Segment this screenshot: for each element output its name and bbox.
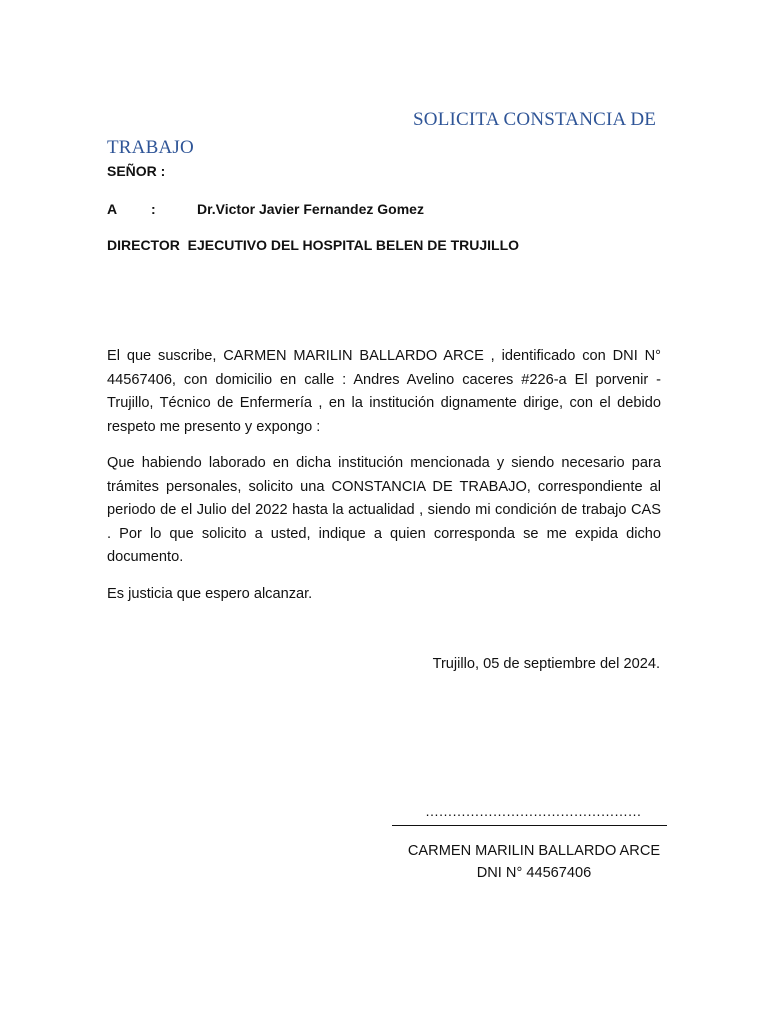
addressee-position: DIRECTOR EJECUTIVO DEL HOSPITAL BELEN DE TRUJILLO	[107, 237, 520, 253]
addressee-name: Dr.Victor Javier Fernandez Gomez	[197, 201, 424, 217]
body-paragraph-1: El que suscribe, CARMEN MARILIN BALLARDO ARCE , identificado con DNI N° 44567406, con domicilio en calle : Andres Avelino caceres #226-a El porvenir - Trujillo, Técnico de Enfermería , en la institución dignamente dirige, con el debido respeto me presento y expongo :	[107, 348, 661, 435]
closing-paragraph: Es justicia que espero alcanzar.	[107, 586, 313, 602]
signer-dni: DNI N° 44567406	[476, 865, 592, 881]
addressee-line	[107, 201, 424, 217]
signature-block	[392, 840, 676, 884]
addressee-colon: :	[151, 201, 156, 217]
signature-dots: …………………………………………	[425, 803, 641, 819]
signer-name: CARMEN MARILIN BALLARDO ARCE	[407, 843, 661, 859]
salutation: SEÑOR :	[107, 163, 166, 179]
date-line: Trujillo, 05 de septiembre del 2024.	[432, 656, 660, 672]
body-paragraph-2: Que habiendo laborado en dicha institución mencionada y siendo necesario para trámites personales, solicito una CONSTANCIA DE TRABAJO, correspondiente al periodo de el Julio del 2022 hasta la actualidad , siendo mi condición de trabajo CAS . Por lo que solicito a usted, indique a quien corresponda se me expida dicho documento.	[107, 455, 661, 565]
addressee-prefix: A	[107, 201, 118, 217]
signature-line	[392, 825, 667, 826]
document-title: SOLICITA CONSTANCIA DE TRABAJO	[107, 109, 657, 158]
